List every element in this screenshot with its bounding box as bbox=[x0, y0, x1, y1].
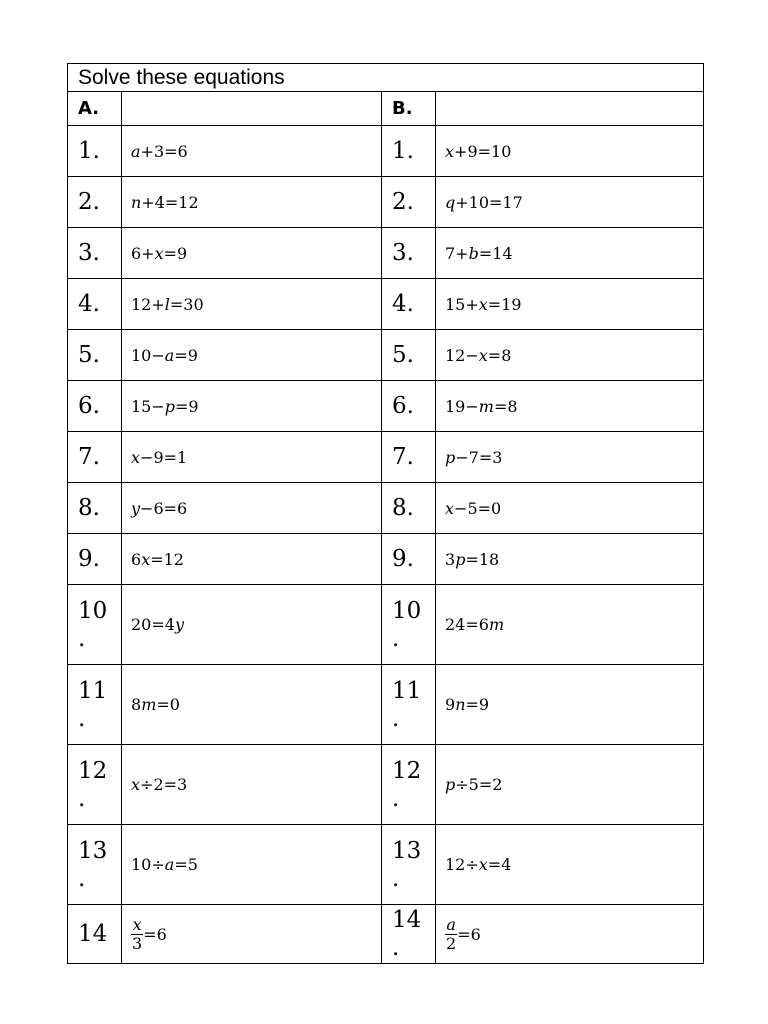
equation-cell-b[interactable] bbox=[436, 177, 704, 228]
question-number-b: 5. bbox=[382, 330, 436, 381]
question-number-a: 6. bbox=[68, 381, 122, 432]
equation-variable: x bbox=[445, 498, 455, 518]
question-number-b: 12 . bbox=[382, 745, 436, 825]
equation-part: +9=10 bbox=[454, 141, 512, 161]
equation-variable: n bbox=[455, 695, 466, 714]
equation-part: 3 bbox=[445, 549, 456, 569]
equation-part: 9 bbox=[445, 695, 456, 714]
equation-cell-a[interactable] bbox=[122, 585, 382, 665]
equation-part: =5 bbox=[174, 855, 198, 874]
table-row bbox=[68, 330, 704, 381]
question-number-b: 7. bbox=[382, 432, 436, 483]
equation-part: 8 bbox=[131, 695, 142, 714]
equation-cell-b[interactable] bbox=[436, 330, 704, 381]
equation-variable: b bbox=[468, 243, 479, 263]
equation-variable: y bbox=[174, 615, 184, 634]
table-row bbox=[68, 534, 704, 585]
equation-variable: x bbox=[131, 775, 141, 794]
equation-cell-b[interactable] bbox=[436, 279, 704, 330]
equation-part: 12+ bbox=[131, 294, 165, 314]
question-number-a: 3. bbox=[68, 228, 122, 279]
question-number-a: 7. bbox=[68, 432, 122, 483]
equation-variable: p bbox=[455, 549, 466, 569]
equation-variable: x bbox=[141, 549, 151, 569]
fraction-rhs: =6 bbox=[143, 924, 167, 944]
table-row bbox=[68, 745, 704, 825]
equation-part: −9=1 bbox=[140, 447, 188, 467]
equation-cell-b[interactable] bbox=[436, 665, 704, 745]
equation-cell-a[interactable] bbox=[122, 228, 382, 279]
equation-variable: a bbox=[164, 855, 175, 874]
worksheet-title: Solve these equations bbox=[68, 64, 704, 92]
equation-part: +3=6 bbox=[140, 141, 188, 161]
question-number-b: 4. bbox=[382, 279, 436, 330]
question-number-b: 2. bbox=[382, 177, 436, 228]
equation-part: =8 bbox=[487, 345, 512, 365]
table-row bbox=[68, 177, 704, 228]
equation-variable: x bbox=[131, 447, 141, 467]
question-number-a: 12 . bbox=[68, 745, 122, 825]
equation-cell-a[interactable] bbox=[122, 126, 382, 177]
equation-variable: y bbox=[131, 498, 141, 518]
equation-part: 15+ bbox=[445, 294, 479, 314]
table-row bbox=[68, 126, 704, 177]
question-number-a: 11 . bbox=[68, 665, 122, 745]
fraction-equation bbox=[445, 916, 481, 953]
equation-part: =9 bbox=[175, 396, 199, 416]
equation-part: −6=6 bbox=[140, 498, 188, 518]
question-number-b: 1. bbox=[382, 126, 436, 177]
equation-cell-a[interactable] bbox=[122, 534, 382, 585]
equation-variable: m bbox=[488, 615, 505, 634]
column-b-header-blank bbox=[436, 92, 704, 126]
equation-variable: l bbox=[164, 294, 170, 314]
equation-variable: x bbox=[445, 141, 455, 161]
equation-part: +10=17 bbox=[455, 192, 523, 212]
equation-cell-a[interactable] bbox=[122, 432, 382, 483]
question-number-a: 1. bbox=[68, 126, 122, 177]
question-number-a: 13 . bbox=[68, 825, 122, 905]
question-number-a: 9. bbox=[68, 534, 122, 585]
question-number-b: 13 . bbox=[382, 825, 436, 905]
fraction-numerator: a bbox=[446, 914, 456, 934]
equation-cell-b[interactable] bbox=[436, 381, 704, 432]
question-number-a: 4. bbox=[68, 279, 122, 330]
equation-variable: n bbox=[131, 192, 142, 212]
equation-part: =9 bbox=[465, 695, 490, 714]
table-row bbox=[68, 905, 704, 964]
equation-variable: p bbox=[164, 396, 176, 416]
equation-part: −5=0 bbox=[454, 498, 502, 518]
equation-cell-a[interactable] bbox=[122, 745, 382, 825]
question-number-a: 2. bbox=[68, 177, 122, 228]
question-number-a: 14 bbox=[68, 905, 122, 964]
equation-part: 12− bbox=[445, 345, 479, 365]
equation-variable: a bbox=[131, 141, 141, 161]
question-number-a: 5. bbox=[68, 330, 122, 381]
equation-part: 10− bbox=[131, 345, 165, 365]
equations-worksheet-table bbox=[67, 63, 704, 964]
equation-part: =14 bbox=[478, 243, 513, 263]
equation-part: 10÷ bbox=[131, 855, 165, 874]
equation-cell-b[interactable] bbox=[436, 534, 704, 585]
question-number-a: 10 . bbox=[68, 585, 122, 665]
question-number-b: 10 . bbox=[382, 585, 436, 665]
equation-part: =19 bbox=[487, 294, 522, 314]
equation-part: =9 bbox=[163, 243, 188, 263]
equation-part: =18 bbox=[465, 549, 500, 569]
fraction-denominator: 3 bbox=[132, 933, 143, 953]
equation-cell-b[interactable] bbox=[436, 126, 704, 177]
equation-cell-a[interactable] bbox=[122, 665, 382, 745]
fraction bbox=[445, 916, 457, 953]
fraction-numerator: x bbox=[132, 914, 142, 934]
question-number-b: 8. bbox=[382, 483, 436, 534]
equation-cell-b[interactable] bbox=[436, 585, 704, 665]
table-row bbox=[68, 665, 704, 745]
equation-cell-a[interactable] bbox=[122, 381, 382, 432]
equation-part: 24=6 bbox=[445, 615, 489, 634]
equation-part: 12÷ bbox=[445, 855, 479, 874]
equation-variable: m bbox=[478, 396, 494, 416]
equation-variable: x bbox=[154, 243, 164, 263]
equation-part: 20=4 bbox=[131, 615, 175, 634]
question-number-b: 6. bbox=[382, 381, 436, 432]
equation-part: 15− bbox=[131, 396, 165, 416]
fraction-equation bbox=[131, 916, 167, 953]
equation-cell-a[interactable] bbox=[122, 279, 382, 330]
fraction-denominator: 2 bbox=[446, 933, 457, 953]
equation-part: ÷2=3 bbox=[140, 775, 188, 794]
equation-part: =30 bbox=[169, 294, 204, 314]
equation-variable: x bbox=[478, 345, 488, 365]
equation-variable: x bbox=[478, 855, 488, 874]
equation-cell-a[interactable] bbox=[122, 177, 382, 228]
column-a-header-blank bbox=[122, 92, 382, 126]
table-row bbox=[68, 585, 704, 665]
equation-part: =9 bbox=[174, 345, 198, 365]
equation-part: =4 bbox=[487, 855, 512, 874]
column-a-header: A. bbox=[68, 92, 122, 126]
equation-cell-b[interactable] bbox=[436, 745, 704, 825]
table-row bbox=[68, 228, 704, 279]
question-number-b: 14 . bbox=[382, 905, 436, 964]
fraction-rhs: =6 bbox=[457, 924, 481, 944]
equation-variable: p bbox=[445, 447, 456, 467]
table-row bbox=[68, 279, 704, 330]
equation-variable: a bbox=[164, 345, 175, 365]
equation-variable: p bbox=[445, 775, 456, 794]
equation-variable: x bbox=[478, 294, 488, 314]
equation-cell-a[interactable] bbox=[122, 905, 382, 964]
equation-part: 7+ bbox=[445, 243, 469, 263]
equation-part: 19− bbox=[445, 396, 479, 416]
question-number-b: 11 . bbox=[382, 665, 436, 745]
equation-part: 6+ bbox=[131, 243, 155, 263]
equation-part: =8 bbox=[493, 396, 518, 416]
question-number-a: 8. bbox=[68, 483, 122, 534]
equation-part: −7=3 bbox=[455, 447, 503, 467]
equation-cell-b[interactable] bbox=[436, 825, 704, 905]
equation-cell-a[interactable] bbox=[122, 825, 382, 905]
equation-part: =0 bbox=[156, 695, 180, 714]
equation-part: +4=12 bbox=[141, 192, 199, 212]
column-b-header: B. bbox=[382, 92, 436, 126]
equation-cell-b[interactable] bbox=[436, 432, 704, 483]
equation-variable: q bbox=[445, 192, 456, 212]
question-number-b: 3. bbox=[382, 228, 436, 279]
equation-cell-b[interactable] bbox=[436, 905, 704, 964]
equation-cell-b[interactable] bbox=[436, 228, 704, 279]
equation-cell-b[interactable] bbox=[436, 483, 704, 534]
table-row bbox=[68, 432, 704, 483]
equation-part: ÷5=2 bbox=[455, 775, 503, 794]
table-row bbox=[68, 381, 704, 432]
fraction bbox=[131, 916, 143, 953]
equation-part: =12 bbox=[150, 549, 184, 569]
question-number-b: 9. bbox=[382, 534, 436, 585]
equation-cell-a[interactable] bbox=[122, 483, 382, 534]
equation-cell-a[interactable] bbox=[122, 330, 382, 381]
table-row bbox=[68, 825, 704, 905]
equation-part: 6 bbox=[131, 549, 142, 569]
table-row bbox=[68, 483, 704, 534]
equation-variable: m bbox=[141, 695, 157, 714]
